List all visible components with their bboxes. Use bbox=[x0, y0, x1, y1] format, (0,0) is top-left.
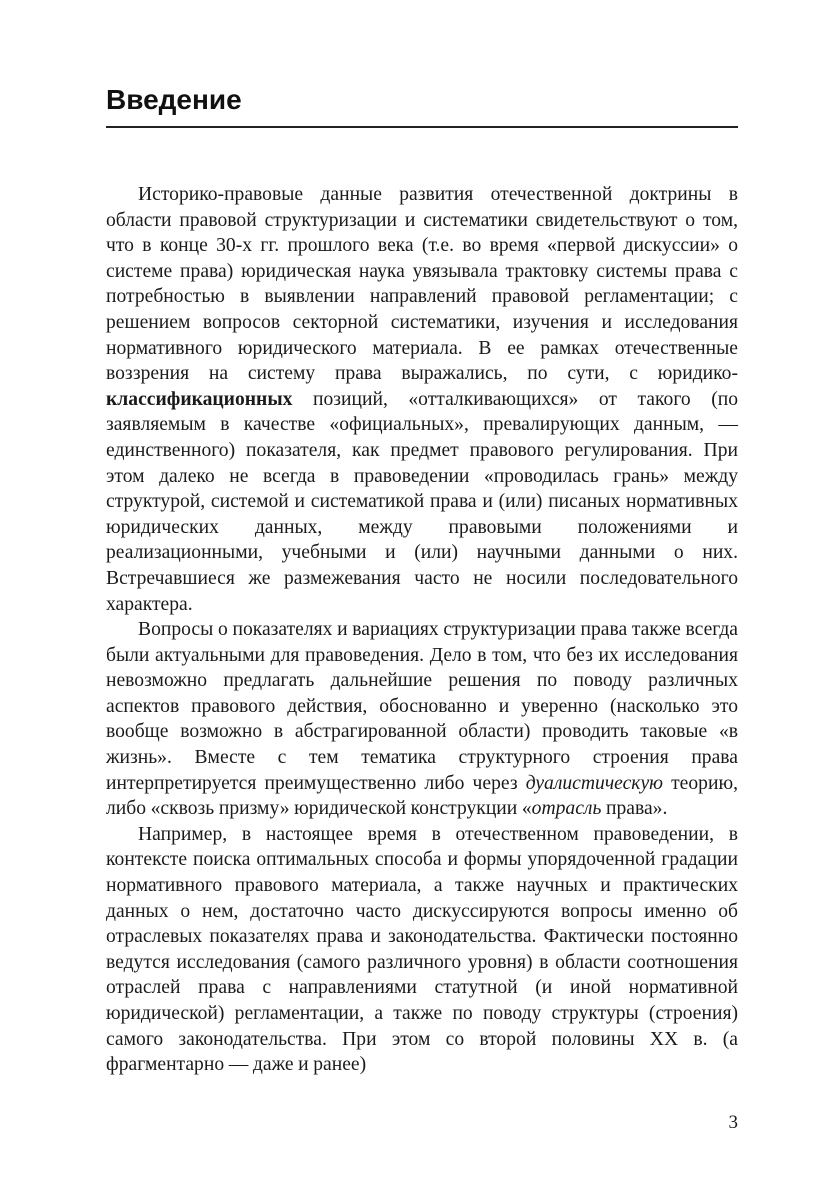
paragraph-1-bold-term: классификационных bbox=[106, 388, 293, 410]
paragraph-2 bbox=[106, 617, 738, 822]
paragraph-2-italic-term-2: отрасль bbox=[531, 798, 602, 820]
page-title: Введение bbox=[106, 84, 242, 115]
paragraph-3-text: Например, в настоящее время в отечественном правоведении, в контексте поиска оптимальных способа и формы упорядоченной градации нормативного правового материала, а также научных и практических данных о нем, достаточно часто дискуссируются вопросы именно об отраслевых показателях права и законодательства. Фактически постоянно ведутся исследования (самого различного уровня) в области соотношения отраслей права с направлениями статутной (и иной нормативной юридической) регламентации, а также по поводу структуры (строения) самого законодательства. При этом со второй половины XX в. (а фрагментарно — даже и ранее) bbox=[106, 823, 738, 1076]
page-number: 3 bbox=[728, 1112, 738, 1133]
paragraph-2-text-c: права». bbox=[601, 798, 668, 820]
body-text bbox=[106, 182, 738, 1078]
paragraph-3 bbox=[106, 822, 738, 1078]
paragraph-1-text-a: Историко-правовые данные развития отечественной доктрины в области правовой структуризации и систематики свидетельствуют о том, что в конце 30-х гг. прошлого века (т.е. во время «первой дискуссии» о системе права) юридическая наука увязывала трактовку системы права с потребностью в выявлении направлений правовой регламентации; с решением вопросов секторной систематики, изучения и исследования нормативного юридического материала. В ее рамках отечественные воззрения на систему права выражались, по сути, с юридико- bbox=[106, 184, 738, 385]
paragraph-2-text-a: Вопросы о показателях и вариациях структуризации права также всегда были актуальными для правоведения. Дело в том, что без их исследования невозможно предлагать дальнейшие решения по поводу различных аспектов правового действия, обоснованно и уверенно (насколько это вообще возможно в абстрагированной области) проводить таковые «в жизнь». Вместе с тем тематика структурного строения права интерпретируется преимущественно либо через bbox=[106, 619, 738, 794]
paragraph-1 bbox=[106, 182, 738, 617]
paragraph-1-text-b: позиций, «отталкивающихся» от такого (по заявляемым в качестве «официальных», превалирующих данным, — единственного) показателя, как предмет правового регулирования. При этом далеко не всегда в правоведении «проводилась грань» между структурой, системой и систематикой права и (или) писаных нормативных юридических данных, между правовыми положениями и реализационными, учебными и (или) научными данными о них. Встречавшиеся же размежевания часто не носили последовательного характера. bbox=[106, 388, 738, 615]
paragraph-2-text-b: теорию, либо «сквозь призму» юридической конструкции « bbox=[106, 772, 738, 820]
title-divider bbox=[106, 126, 738, 128]
paragraph-2-italic-term-1: дуалистическую bbox=[525, 772, 663, 794]
